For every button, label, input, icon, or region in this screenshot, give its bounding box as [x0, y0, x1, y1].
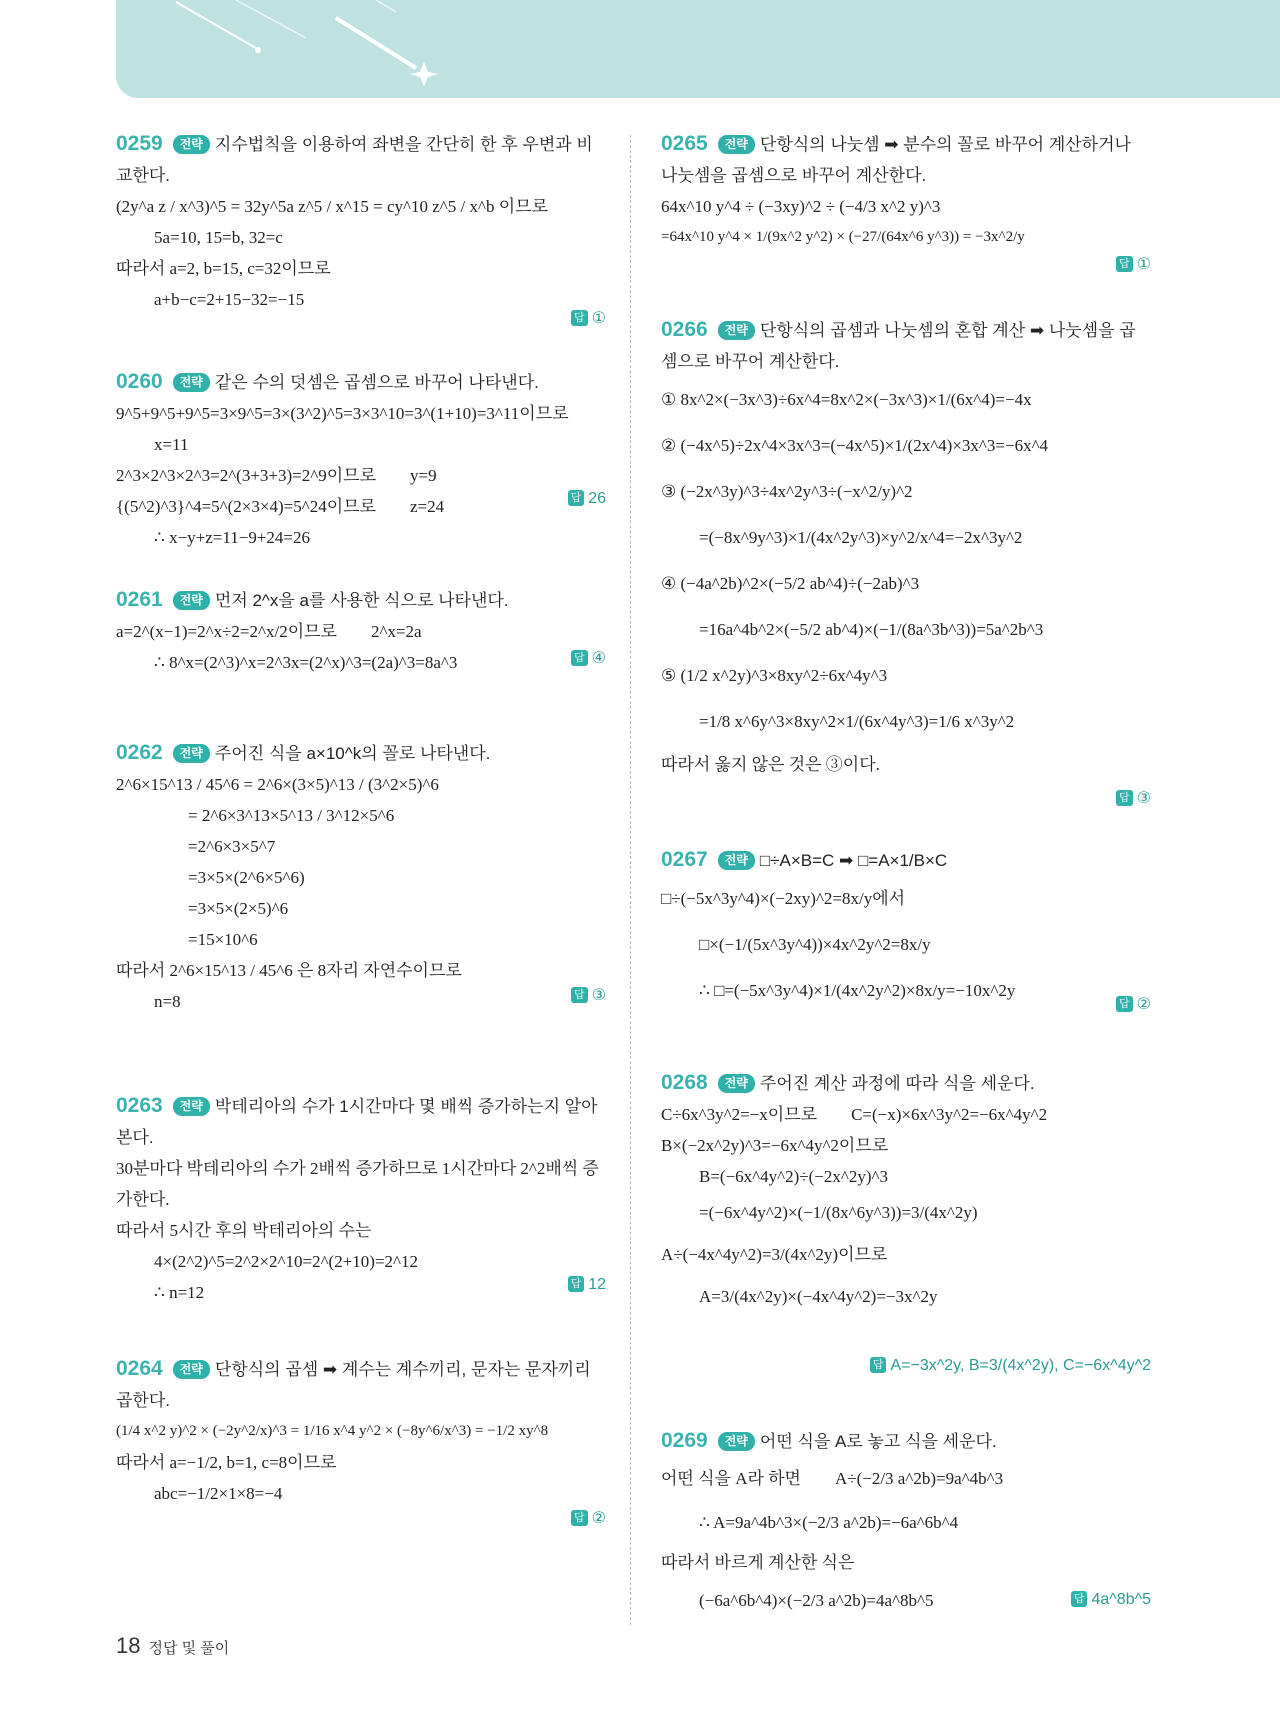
answer: [1116, 994, 1151, 1014]
solution-line: 따라서 바르게 계산한 식은: [661, 1553, 855, 1572]
answer-value: ②: [1136, 996, 1151, 1013]
answer: [571, 648, 606, 668]
page-footer: [116, 1633, 229, 1659]
solution-line: 30분마다 박테리아의 수가 2배씩 증가하므로 1시간마다 2^2배씩 증가한다.: [116, 1159, 599, 1209]
answer-value: 26: [588, 490, 606, 507]
solution-line: C÷6x^3y^2=−x이므로 C=(−x)×6x^3y^2=−6x^4y^2: [661, 1105, 1048, 1124]
problem-heading: [116, 1353, 606, 1416]
solution-line: A÷(−4x^4y^2)=3/(4x^2y)이므로: [661, 1245, 888, 1264]
problem-number: 0264: [116, 1357, 163, 1380]
solution-line: 2^3×2^3×2^3=2^(3+3+3)=2^9이므로 y=9: [116, 466, 437, 485]
solution-line: ⑤ (1/2 x^2y)^3×8xy^2÷6x^4y^3: [661, 666, 888, 685]
strategy-text: 같은 수의 덧셈은 곱셈으로 바꾸어 나타낸다.: [214, 373, 539, 392]
answer-icon: 답: [1116, 790, 1133, 806]
sparkle-decoration-icon: [116, 0, 1280, 98]
answer-icon: 답: [568, 490, 585, 506]
solution-line: a+b−c=2+15−32=−15: [154, 290, 305, 309]
solution-line: =2^6×3×5^7: [188, 837, 276, 856]
solution-line: =64x^10 y^4 × 1/(9x^2 y^2) × (−27/(64x^6 y^3)) = −3x^2/y: [661, 229, 1025, 245]
answer: [568, 1276, 606, 1294]
answer-value: 12: [588, 1276, 606, 1293]
answer: [870, 1357, 1151, 1375]
answer-icon: 답: [571, 987, 588, 1003]
strategy-text: 단항식의 나눗셈 ➡ 분수의 꼴로 바꾸어 계산하거나 나눗셈을 곱셈으로 바꾸어 계산한다.: [661, 135, 1131, 185]
strategy-badge: 전략: [718, 1432, 755, 1451]
solution-line: =1/8 x^6y^3×8xy^2×1/(6x^4y^3)=1/6 x^3y^2: [699, 712, 1015, 731]
answer-value: ①: [591, 310, 606, 327]
problem-heading: [116, 366, 606, 398]
problem-heading: [116, 1090, 606, 1153]
problem-0269: [661, 1425, 1151, 1625]
solution-line: =3×5×(2×5)^6: [188, 899, 289, 918]
answer: [571, 985, 606, 1005]
solution-line: (1/4 x^2 y)^2 × (−2y^2/x)^3 = 1/16 x^4 y^2 × (−8y^6/x^3) = −1/2 xy^8: [116, 1423, 549, 1439]
answer-value: ③: [1136, 790, 1151, 807]
answer-value: ①: [1136, 256, 1151, 273]
solution-line: x=11: [154, 435, 189, 454]
strategy-badge: 전략: [173, 591, 210, 610]
solution-line: =16a^4b^2×(−5/2 ab^4)×(−1/(8a^3b^3))=5a^2b^3: [699, 620, 1044, 639]
solution-line: A=3/(4x^2y)×(−4x^4y^2)=−3x^2y: [699, 1287, 938, 1306]
problem-0262: [116, 737, 606, 1072]
solution-line: □÷(−5x^3y^4)×(−2xy)^2=8x/y에서: [661, 889, 906, 908]
answer: [571, 308, 606, 328]
solution-line: 따라서 2^6×15^13 / 45^6 은 8자리 자연수이므로: [116, 961, 462, 980]
solution-line: =(−8x^9y^3)×1/(4x^2y^3)×y^2/x^4=−2x^3y^2: [699, 528, 1023, 547]
answer-icon: 답: [571, 1510, 588, 1526]
strategy-text: 박테리아의 수가 1시간마다 몇 배씩 증가하는지 알아본다.: [116, 1097, 598, 1147]
solution-line: ② (−4x^5)÷2x^4×3x^3=(−4x^5)×1/(2x^4)×3x^3=−6x^4: [661, 436, 1049, 455]
strategy-badge: 전략: [173, 373, 210, 392]
problem-0265: [661, 128, 1151, 296]
solution-line: ∴ A=9a^4b^3×(−2/3 a^2b)=−6a^6b^4: [699, 1513, 959, 1532]
strategy-text: 지수법칙을 이용하여 좌변을 간단히 한 후 우변과 비교한다.: [116, 135, 593, 185]
solution-line: a=2^(x−1)=2^x÷2=2^x/2이므로 2^x=2a: [116, 622, 422, 641]
problem-0260: [116, 366, 606, 566]
problem-number: 0261: [116, 588, 163, 611]
solution-line: n=8: [154, 992, 181, 1011]
strategy-badge: 전략: [718, 135, 755, 154]
answer-icon: 답: [1116, 996, 1133, 1012]
solution-line: 어떤 식을 A라 하면 A÷(−2/3 a^2b)=9a^4b^3: [661, 1469, 1004, 1488]
solution-line: abc=−1/2×1×8=−4: [154, 1484, 283, 1503]
answer-icon: 답: [568, 1276, 585, 1292]
answer-value: 4a^8b^5: [1091, 1591, 1151, 1608]
solution-line: B×(−2x^2y)^3=−6x^4y^2이므로: [661, 1136, 889, 1155]
problem-0259: [116, 128, 606, 348]
strategy-badge: 전략: [718, 851, 755, 870]
problem-number: 0263: [116, 1094, 163, 1117]
solution-line: (−6a^6b^4)×(−2/3 a^2b)=4a^8b^5: [699, 1591, 934, 1610]
answer-icon: 답: [571, 650, 588, 666]
solution-line: □×(−1/(5x^3y^4))×4x^2y^2=8x/y: [699, 935, 931, 954]
column-divider: [630, 135, 631, 1625]
solution-line: (2y^a z / x^3)^5 = 32y^5a z^5 / x^15 = cy^10 z^5 / x^b 이므로: [116, 197, 548, 216]
strategy-badge: 전략: [173, 744, 210, 763]
strategy-badge: 전략: [173, 1097, 210, 1116]
problem-heading: [661, 128, 1151, 191]
strategy-text: 주어진 식을 a×10^k의 꼴로 나타낸다.: [214, 744, 491, 763]
problem-number: 0265: [661, 132, 708, 155]
answer-value: ③: [591, 987, 606, 1004]
solution-line: ④ (−4a^2b)^2×(−5/2 ab^4)÷(−2ab)^3: [661, 574, 920, 593]
problem-heading: [661, 844, 1151, 876]
left-column: [116, 128, 606, 1561]
answer: [1116, 788, 1151, 808]
problem-number: 0266: [661, 318, 708, 341]
problem-number: 0260: [116, 370, 163, 393]
strategy-badge: 전략: [718, 321, 755, 340]
solution-line: ∴ □=(−5x^3y^4)×1/(4x^2y^2)×8x/y=−10x^2y: [699, 981, 1016, 1000]
strategy-badge: 전략: [173, 135, 210, 154]
answer: [571, 1508, 606, 1528]
answer: [1071, 1591, 1151, 1609]
problem-heading: [116, 128, 606, 191]
answer-icon: 답: [571, 310, 588, 326]
problem-number: 0268: [661, 1071, 708, 1094]
solution-line: ③ (−2x^3y)^3÷4x^2y^3÷(−x^2/y)^2: [661, 482, 913, 501]
problem-0264: [116, 1353, 606, 1543]
solution-line: =3×5×(2^6×5^6): [188, 868, 305, 887]
problem-0266: [661, 314, 1151, 826]
strategy-text: 단항식의 곱셈 ➡ 계수는 계수끼리, 문자는 문자끼리 곱한다.: [116, 1360, 591, 1410]
problem-number: 0259: [116, 132, 163, 155]
solution-line: ① 8x^2×(−3x^3)÷6x^4=8x^2×(−3x^3)×1/(6x^4)=−4x: [661, 390, 1032, 409]
problem-0268: [661, 1067, 1151, 1407]
solution-line: {(5^2)^3}^4=5^(2×3×4)=5^24이므로 z=24: [116, 497, 445, 516]
solution-line: 따라서 옳지 않은 것은 ③이다.: [661, 755, 880, 774]
strategy-badge: 전략: [173, 1360, 210, 1379]
answer-icon: 답: [870, 1357, 887, 1373]
problem-heading: [116, 737, 606, 769]
page-label: 정답 및 풀이: [148, 1640, 230, 1657]
solution-line: B=(−6x^4y^2)÷(−2x^2y)^3: [699, 1167, 888, 1186]
page-number: 18: [116, 1633, 141, 1658]
solution-line: 따라서 a=2, b=15, c=32이므로: [116, 259, 331, 278]
strategy-text: 어떤 식을 A로 놓고 식을 세운다.: [759, 1432, 997, 1451]
solution-line: ∴ x−y+z=11−9+24=26: [154, 528, 311, 547]
strategy-text: □÷A×B=C ➡ □=A×1/B×C: [759, 851, 948, 870]
right-column: [661, 128, 1151, 1643]
solution-line: = 2^6×3^13×5^13 / 3^12×5^6: [188, 806, 395, 825]
solution-line: 9^5+9^5+9^5=3×9^5=3×(3^2)^5=3×3^10=3^(1+10)=3^11이므로: [116, 404, 569, 423]
solution-line: ∴ 8^x=(2^3)^x=2^3x=(2^x)^3=(2a)^3=8a^3: [154, 653, 458, 672]
problem-0261: [116, 584, 606, 719]
solution-line: 5a=10, 15=b, 32=c: [154, 228, 283, 247]
strategy-text: 주어진 계산 과정에 따라 식을 세운다.: [759, 1074, 1035, 1093]
strategy-badge: 전략: [718, 1074, 755, 1093]
strategy-text: 먼저 2^x을 a를 사용한 식으로 나타낸다.: [214, 591, 509, 610]
solution-line: =15×10^6: [188, 930, 258, 949]
problem-0263: [116, 1090, 606, 1335]
problem-number: 0269: [661, 1429, 708, 1452]
solution-line: ∴ n=12: [154, 1283, 205, 1302]
answer: [1116, 254, 1151, 274]
problem-number: 0267: [661, 848, 708, 871]
answer-value: A=−3x^2y, B=3/(4x^2y), C=−6x^4y^2: [890, 1357, 1151, 1374]
problem-heading: [661, 1425, 1151, 1457]
answer-icon: 답: [1116, 256, 1133, 272]
problem-heading: [116, 584, 606, 616]
answer: [568, 490, 606, 508]
solution-line: 따라서 a=−1/2, b=1, c=8이므로: [116, 1453, 337, 1472]
answer-icon: 답: [1071, 1591, 1088, 1607]
solution-line: 2^6×15^13 / 45^6 = 2^6×(3×5)^13 / (3^2×5)^6: [116, 775, 439, 794]
answer-value: ④: [591, 650, 606, 667]
solution-line: 따라서 5시간 후의 박테리아의 수는: [116, 1221, 372, 1240]
header-banner: [116, 0, 1280, 98]
answer-value: ②: [591, 1510, 606, 1527]
problem-number: 0262: [116, 741, 163, 764]
solution-line: =(−6x^4y^2)×(−1/(8x^6y^3))=3/(4x^2y): [699, 1203, 978, 1222]
problem-heading: [661, 314, 1151, 377]
strategy-text: 단항식의 곱셈과 나눗셈의 혼합 계산 ➡ 나눗셈을 곱셈으로 바꾸어 계산한다.: [661, 321, 1136, 371]
problem-0267: [661, 844, 1151, 1049]
solution-line: 64x^10 y^4 ÷ (−3xy)^2 ÷ (−4/3 x^2 y)^3: [661, 197, 941, 216]
solution-line: 4×(2^2)^5=2^2×2^10=2^(2+10)=2^12: [154, 1252, 419, 1271]
problem-heading: [661, 1067, 1151, 1099]
